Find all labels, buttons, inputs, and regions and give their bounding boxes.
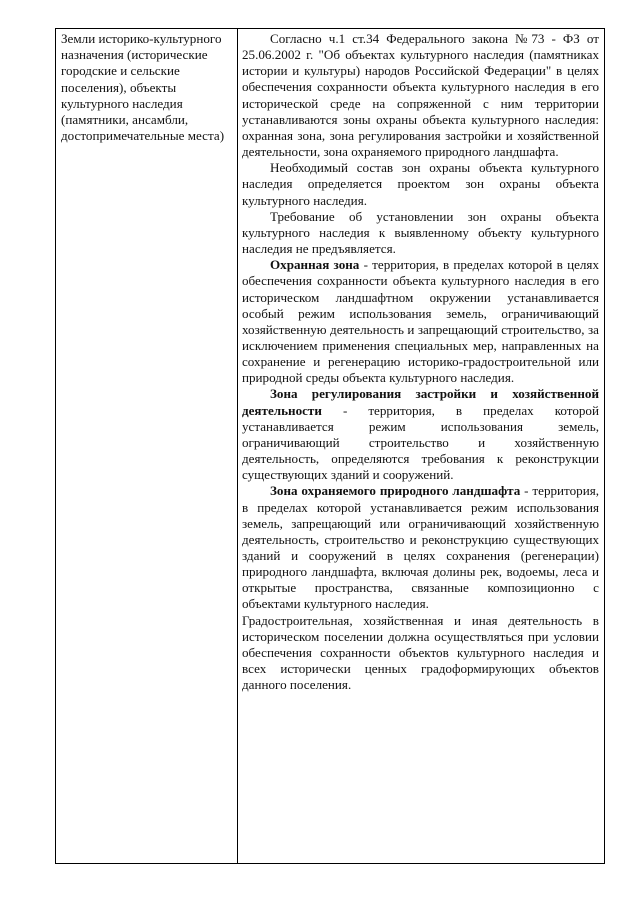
term-landscape-zone: Зона охраняемого природного ландшафта bbox=[270, 483, 521, 499]
definition-protection-zone: - территория, в пределах которой в целях обеспечения сохранности объекта культурного наследия в его историческом ландшафтном окружении устанавливается особый режим использования земель, ограничивающий хозяйственную деятельность и запрещающий строительство, за исключением применения специальных мер, направленных на сохранение и регенерацию историко-градостроительной или природной среды объекта культурного наследия. bbox=[242, 257, 599, 386]
paragraph-law-reference: Согласно ч.1 ст.34 Федерального закона №73 - ФЗ от 25.06.2002 г. "Об объектах культурного наследия (памятниках истории и культуры) народов Российской Федерации" в целях обеспечения сохранности объекта культурного наследия в его исторической среде на сопряженной с ним территории устанавливаются зоны охраны объекта культурного наследия: охранная зона, зона регулирования застройки и хозяйственной деятельности, зона охраняемого природного ландшафта. bbox=[242, 31, 599, 160]
land-category-text: Земли историко-культурного назначения (исторические городские и сельские поселения), объекты культурного наследия (памятники, ансамбли, достопримечательные места) bbox=[61, 31, 225, 144]
paragraph-zone-composition: Необходимый состав зон охраны объекта культурного наследия определяется проектом зон охраны объекта культурного наследия. bbox=[242, 160, 599, 208]
paragraph-historic-settlement: Градостроительная, хозяйственная и иная деятельность в историческом поселении должна осуществляться при условии обеспечения сохранности объектов культурного наследия и всех исторически ценных градоформирующих объектов данного поселения. bbox=[242, 612, 599, 693]
right-cell bbox=[242, 31, 599, 693]
paragraph-protection-zone bbox=[242, 257, 599, 386]
document-table bbox=[55, 28, 605, 864]
term-regulation-zone: Зона регулирования застройки и хозяйственной деятельности bbox=[242, 386, 599, 418]
column-divider bbox=[237, 29, 238, 863]
definition-regulation-zone: - территория, в пределах которой устанавливается режим использования земель, ограничивающий строительство и хозяйственную деятельность, определяются требования к реконструкции существующих зданий и сооружений. bbox=[242, 402, 599, 483]
paragraph-regulation-zone bbox=[242, 386, 599, 483]
left-cell bbox=[61, 31, 233, 144]
definition-landscape-zone: - территория, в пределах которой устанавливается режим использования земель, запрещающий или ограничивающий хозяйственную деятельность, строительство и реконструкцию существующих зданий и сооружений в целях сохранения (регенерации) природного ландшафта, включая долины рек, водоемы, леса и открытые пространства, связанные композиционно с объектами культурного наследия. bbox=[242, 483, 599, 612]
paragraph-landscape-zone bbox=[242, 483, 599, 612]
paragraph-requirement: Требование об установлении зон охраны объекта культурного наследия к выявленному объекту культурного наследия не предъявляется. bbox=[242, 208, 599, 257]
term-protection-zone: Охранная зона bbox=[270, 257, 360, 273]
